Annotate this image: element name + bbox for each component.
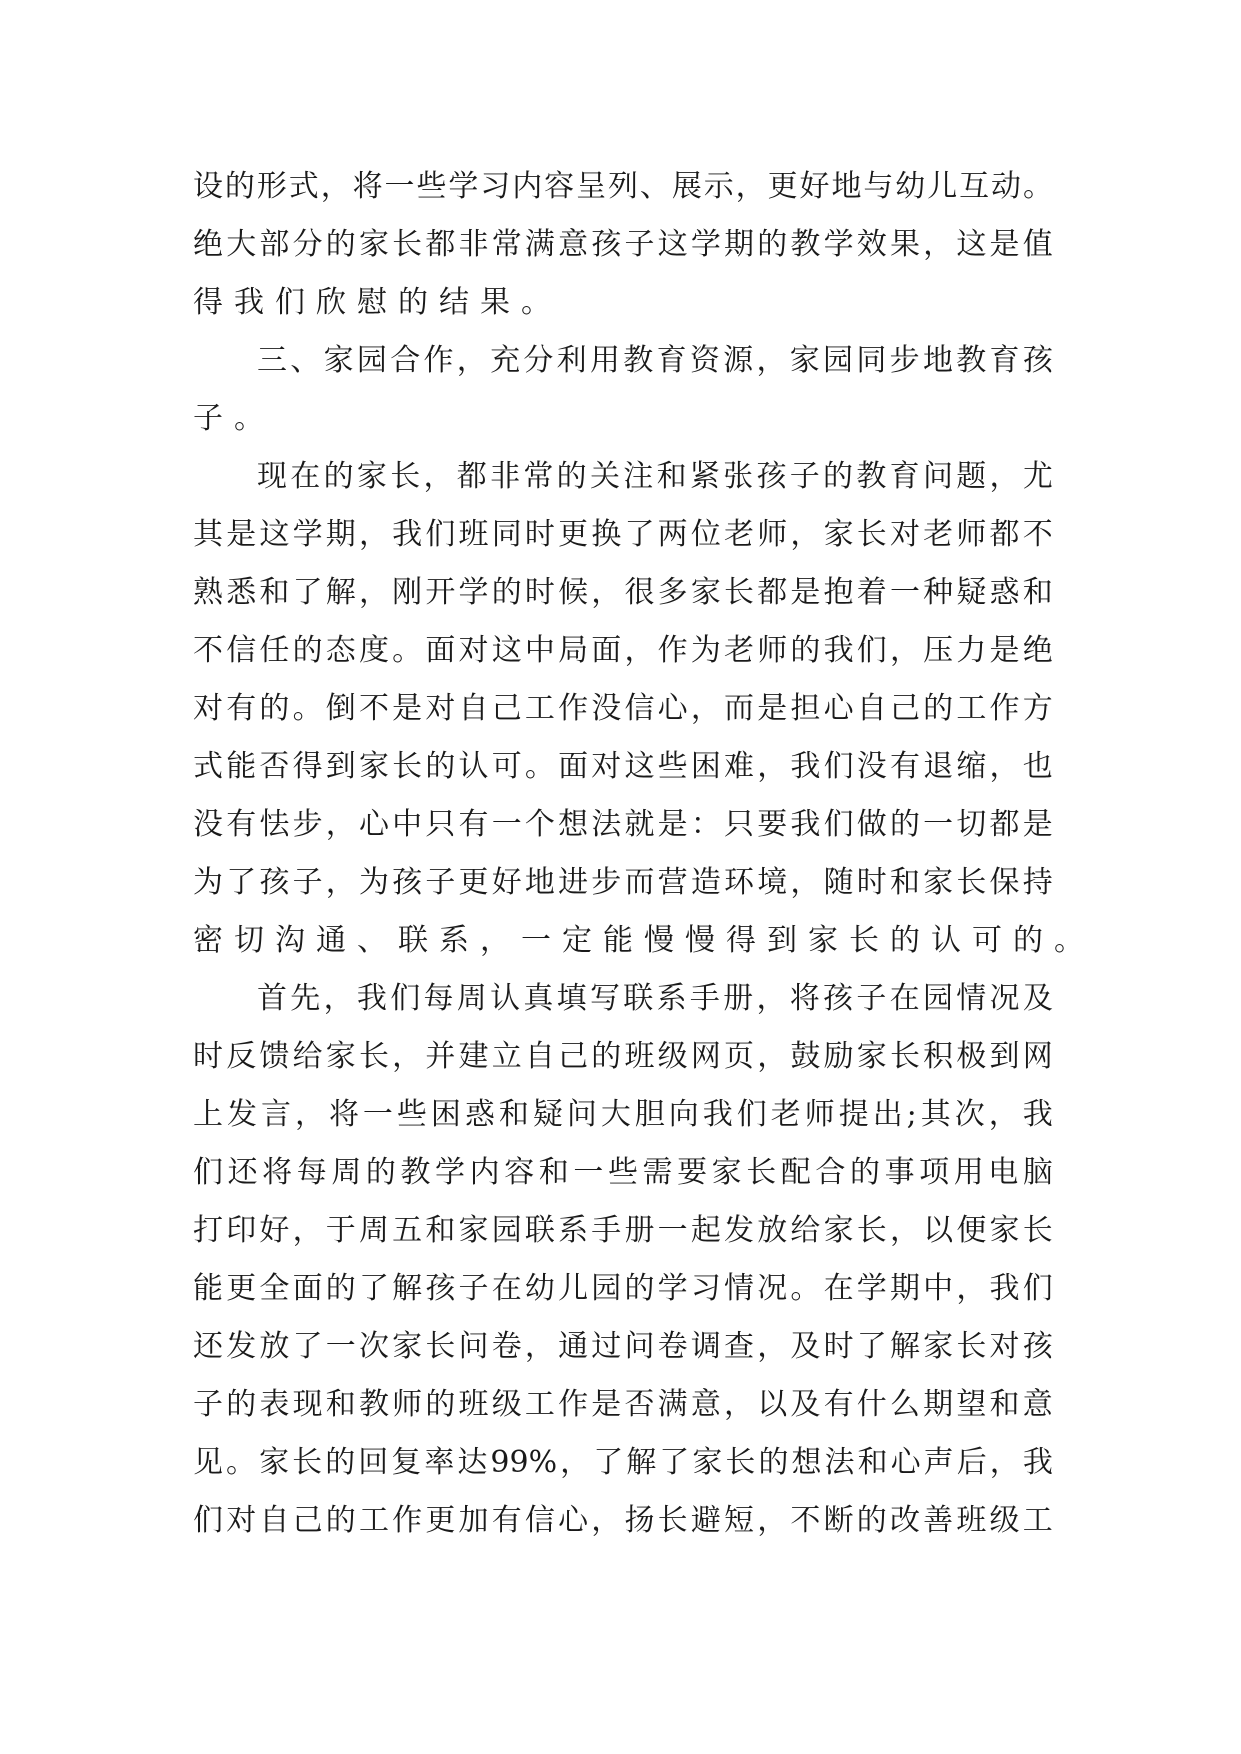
text-line: 不 信 任 的 态 度 。 面 对 这 中 局 面 ， 作 为 老 师 的 我 们 ， 压 力 是 绝: [193, 633, 1053, 668]
text-line: 其 是 这 学 期 ， 我 们 班 同 时 更 换 了 两 位 老 师 ， 家 长 对 老 师 都 不: [193, 517, 1053, 552]
text-line: 现 在 的 家 长 ， 都 非 常 的 关 注 和 紧 张 孩 子 的 教 育 问 题 ， 尤: [257, 459, 1053, 494]
text-line: 设 的 形 式 ， 将 一 些 学 习 内 容 呈 列 、 展 示 ， 更 好 地 与 幼 儿 互 动 。: [193, 169, 1053, 204]
text-line: 没 有 怯 步 ， 心 中 只 有 一 个 想 法 就 是 ： 只 要 我 们 做 的 一 切 都 是: [193, 807, 1053, 842]
text-line: 们 对 自 己 的 工 作 更 加 有 信 心 ， 扬 长 避 短 ， 不 断 的 改 善 班 级 工: [193, 1503, 1053, 1538]
text-line: 密切沟通、联系，一定能慢慢得到家长的认可的。: [193, 923, 1095, 958]
text-line: 为 了 孩 子 ， 为 孩 子 更 好 地 进 步 而 营 造 环 境 ， 随 时 和 家 长 保 持: [193, 865, 1053, 900]
text-line: 三 、 家 园 合 作 ， 充 分 利 用 教 育 资 源 ， 家 园 同 步 地 教 育 孩: [257, 343, 1053, 378]
text-line: 首 先 ， 我 们 每 周 认 真 填 写 联 系 手 册 ， 将 孩 子 在 园 情 况 及: [257, 981, 1053, 1016]
text-line: 子。: [193, 401, 275, 436]
text-line: 绝 大 部 分 的 家 长 都 非 常 满 意 孩 子 这 学 期 的 教 学 效 果 ， 这 是 值: [193, 227, 1053, 262]
text-line: 对 有 的 。 倒 不 是 对 自 己 工 作 没 信 心 ， 而 是 担 心 自 己 的 工 作 方: [193, 691, 1053, 726]
text-line: 打 印 好 ， 于 周 五 和 家 园 联 系 手 册 一 起 发 放 给 家 长 ， 以 便 家 长: [193, 1213, 1053, 1248]
text-line: 熟 悉 和 了 解 ， 刚 开 学 的 时 候 ， 很 多 家 长 都 是 抱 着 一 种 疑 惑 和: [193, 575, 1053, 610]
text-line: 见 。 家 长 的 回 复 率 达 99% ， 了 解 了 家 长 的 想 法 和 心 声 后 ， 我: [193, 1445, 1053, 1480]
text-line: 还 发 放 了 一 次 家 长 问 卷 ， 通 过 问 卷 调 查 ， 及 时 了 解 家 长 对 孩: [193, 1329, 1053, 1364]
text-line: 能 更 全 面 的 了 解 孩 子 在 幼 儿 园 的 学 习 情 况 。 在 学 期 中 ， 我 们: [193, 1271, 1053, 1306]
text-line: 得我们欣慰的结果。: [193, 285, 562, 320]
text-line: 们 还 将 每 周 的 教 学 内 容 和 一 些 需 要 家 长 配 合 的 事 项 用 电 脑: [193, 1155, 1053, 1190]
text-line: 式 能 否 得 到 家 长 的 认 可 。 面 对 这 些 困 难 ， 我 们 没 有 退 缩 ， 也: [193, 749, 1053, 784]
text-line: 时 反 馈 给 家 长 ， 并 建 立 自 己 的 班 级 网 页 ， 鼓 励 家 长 积 极 到 网: [193, 1039, 1053, 1074]
body-text: [193, 158, 1095, 1550]
text-line: 上 发 言 ， 将 一 些 困 惑 和 疑 问 大 胆 向 我 们 老 师 提 出 ; 其 次 ， 我: [193, 1097, 1053, 1132]
text-line: 子 的 表 现 和 教 师 的 班 级 工 作 是 否 满 意 ， 以 及 有 什 么 期 望 和 意: [193, 1387, 1053, 1422]
